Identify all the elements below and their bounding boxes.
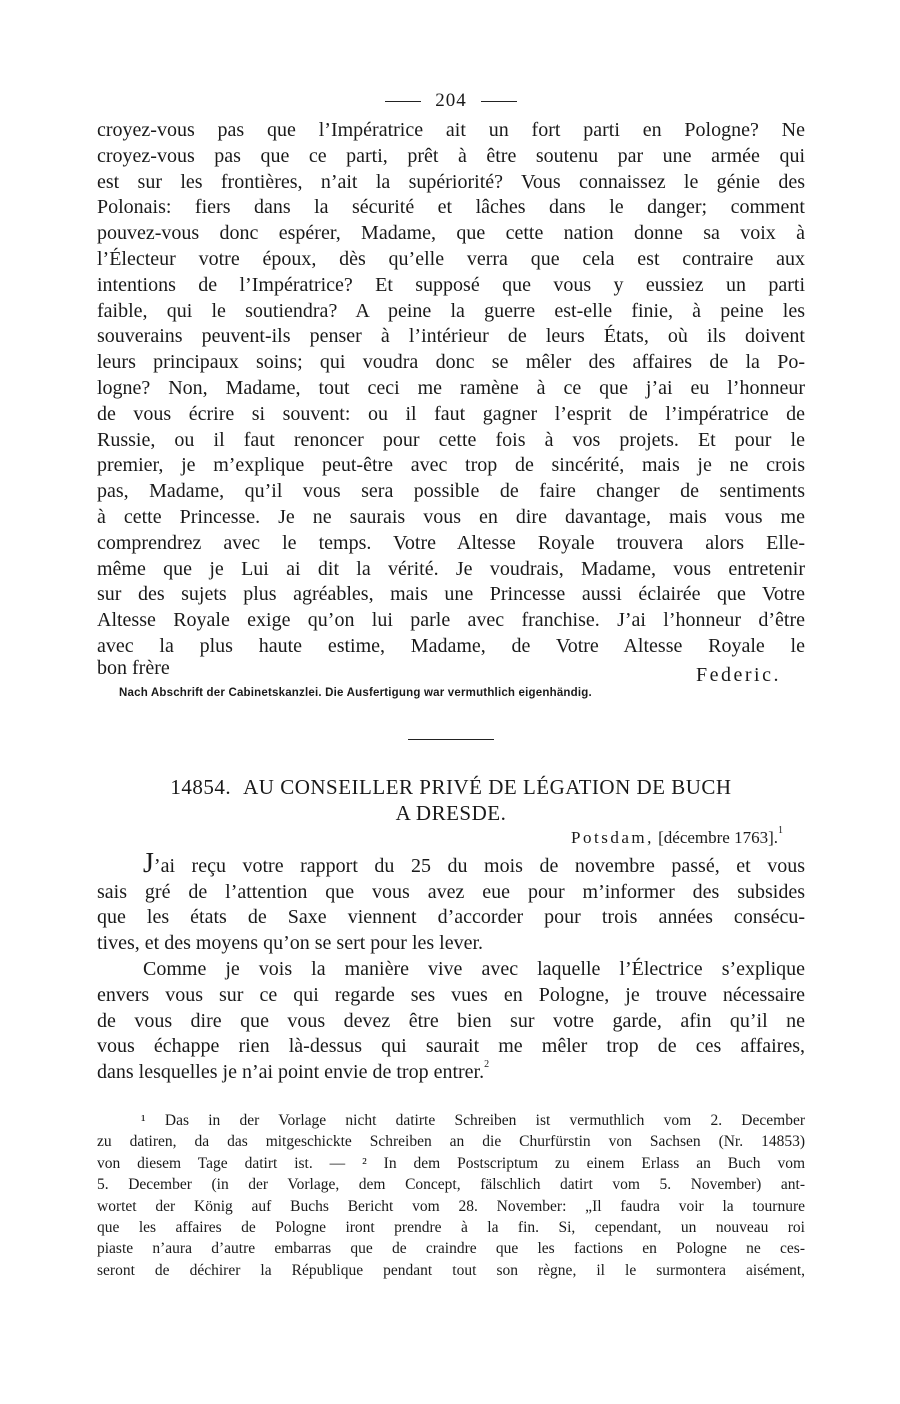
letter-heading bbox=[97, 774, 805, 826]
source-note: Nach Abschrift der Cabinetskanzlei. Die Ausfertigung war vermuthlich eigenhändig. bbox=[119, 686, 592, 699]
text-line: Russie, ou il faut renoncer pour cette fois à vos projets. Et pour le bbox=[97, 428, 805, 451]
text-line: de vous dire que vous devez être bien sur votre garde, afin qu’il ne bbox=[97, 1009, 805, 1032]
text-line: vous échappe rien là-dessus qui saurait me mêler trop de ces affaires, bbox=[97, 1035, 805, 1058]
text-line: même que je Lui ai dit la vérité. Je voudrais, Madame, vous entretenir bbox=[97, 557, 805, 580]
footnote-line: von diesem Tage datirt ist. — ² In dem Postscriptum zu einem Erlass an Buch vom bbox=[97, 1154, 805, 1172]
text-line: faible, qui le soutiendra? A peine la guerre est-elle finie, à peine les bbox=[97, 299, 805, 322]
text-line: sais gré de l’attention que vous avez eue pour m’informer des subsides bbox=[97, 880, 805, 903]
text-line: premier, je m’explique peut-être avec trop de sincérité, mais je ne crois bbox=[97, 454, 805, 477]
text-line: envers vous sur ce qui regarde ses vues en Pologne, je trouve nécessaire bbox=[97, 983, 805, 1006]
letter-addressee: AU CONSEILLER PRIVÉ DE LÉGATION DE BUCH bbox=[243, 774, 732, 799]
text-line: avec la plus haute estime, Madame, de Votre Altesse Royale le bbox=[97, 634, 805, 657]
text-line: sur des sujets plus agréables, mais une Princesse aussi éclairée que Votre bbox=[97, 583, 805, 606]
footnote-line: piaste n’aura d’autre embarras que de craindre que les factions en Pologne ne ces- bbox=[97, 1240, 805, 1258]
header-rule-left bbox=[385, 101, 421, 102]
footnote-line: que les affaires de Pologne iront prendre à la fin. Si, cependant, un nouveau roi bbox=[97, 1218, 805, 1236]
text-line: Comme je vois la manière vive avec laquelle l’Électrice s’explique bbox=[143, 957, 805, 980]
text-line: J’ai reçu votre rapport du 25 du mois de novembre passé, et vous bbox=[143, 847, 805, 879]
text-line: croyez-vous pas que l’Impératrice ait un fort parti en Pologne? Ne bbox=[97, 119, 805, 141]
text-line: à cette Princesse. Je ne saurais vous en dire davantage, mais vous me bbox=[97, 505, 805, 528]
letter-body bbox=[97, 847, 805, 1086]
text-line: Polonais: fiers dans la sécurité et lâches dans le danger; comment bbox=[97, 196, 805, 219]
letter-number: 14854. bbox=[170, 774, 232, 799]
text-line: logne? Non, Madame, tout ceci me ramène à ce que j’ai eu l’honneur bbox=[97, 376, 805, 399]
closing-row bbox=[97, 656, 805, 686]
text-line: intentions de l’Impératrice? Et supposé que vous y eussiez un parti bbox=[97, 273, 805, 296]
footnote-mark: 1 bbox=[778, 824, 783, 836]
page-number: 204 bbox=[435, 90, 467, 111]
document-page bbox=[97, 86, 805, 1281]
text-line: est sur les frontières, n’ait la supériorité? Vous connaissez le génie des bbox=[97, 170, 805, 193]
dateline bbox=[97, 826, 783, 850]
text-line: croyez-vous pas que ce parti, prêt à être soutenu par une armée qui bbox=[97, 144, 805, 167]
footnotes bbox=[97, 1110, 805, 1281]
text-line: dans lesquelles je n’ai point envie de trop entrer.$^2$ bbox=[97, 1059, 490, 1084]
date-place: Potsdam, bbox=[571, 827, 654, 847]
section-divider bbox=[408, 739, 494, 740]
header-rule-right bbox=[481, 101, 517, 102]
footnote-line: seront de déchirer la République pendant tout son règne, il le surmontera aisément, bbox=[97, 1261, 805, 1279]
letter-destination: A DRESDE. bbox=[395, 800, 507, 825]
footnote-line: 5. December (in der Vorlage, dem Concept, fälschlich datirt vom 5. November) ant- bbox=[97, 1176, 805, 1194]
text-line: souverains peuvent-ils penser à l’intérieur de leurs États, où ils doivent bbox=[97, 325, 805, 348]
footnote-line: ¹ Das in der Vorlage nicht datirte Schreiben ist vermuthlich vom 2. December bbox=[141, 1111, 805, 1129]
date-value: [décembre 1763]. bbox=[658, 827, 778, 847]
text-line: comprendrez avec le temps. Votre Altesse Royale trouvera alors Elle- bbox=[97, 531, 805, 554]
footnote-line: wortet der König auf Buchs Bericht vom 28. November: „Il faudra voir la tournure bbox=[97, 1197, 805, 1215]
text-line: leurs principaux soins; qui voudra donc se mêler des affaires de la Po- bbox=[97, 351, 805, 374]
closing-formula: bon frère bbox=[97, 656, 170, 679]
text-line: tives, et des moyens qu’on se sert pour les lever. bbox=[97, 932, 484, 955]
text-line: que les états de Saxe viennent d’accorder pour trois années consécu- bbox=[97, 906, 805, 929]
text-line: pas, Madame, qu’il vous sera possible de faire changer de sentiments bbox=[97, 480, 805, 503]
text-line: Altesse Royale exige qu’on lui parle avec franchise. J’ai l’honneur d’être bbox=[97, 609, 805, 632]
text-line: pouvez-vous donc espérer, Madame, que cette nation donne sa voix à bbox=[97, 222, 805, 245]
initial-letter: J bbox=[143, 847, 154, 879]
text-line: de vous écrire si souvent: ou il faut gagner l’esprit de l’impératrice de bbox=[97, 402, 805, 425]
text-line: l’Électeur votre époux, dès qu’elle verra que cela est contraire aux bbox=[97, 247, 805, 270]
page-header bbox=[97, 86, 805, 116]
previous-letter-text bbox=[97, 118, 805, 660]
signature: Federic. bbox=[696, 663, 781, 686]
footnote-mark: 2 bbox=[484, 1059, 490, 1071]
footnote-line: zu datiren, da das mitgeschickte Schreiben an die Churfürstin von Sachsen (Nr. 14853) bbox=[97, 1133, 805, 1151]
